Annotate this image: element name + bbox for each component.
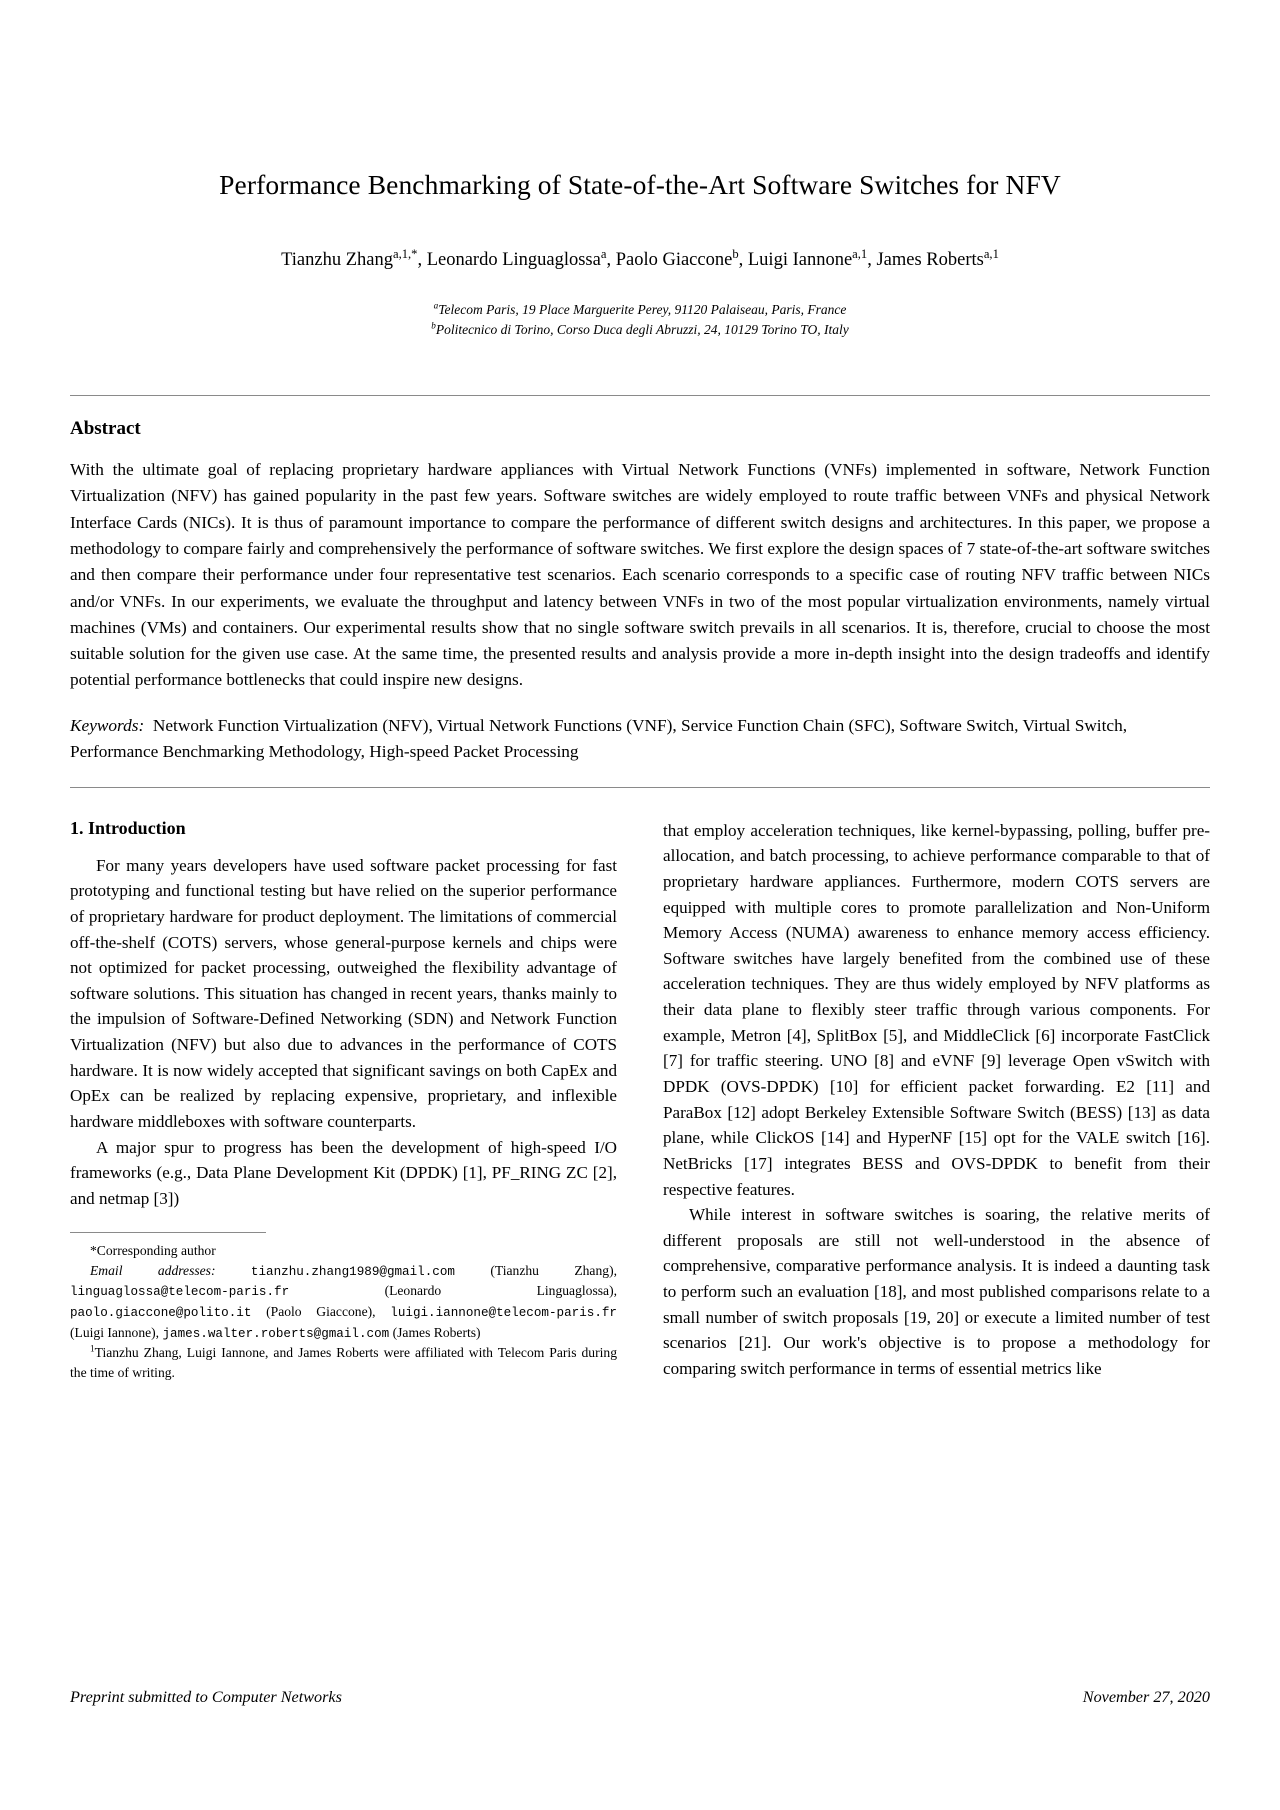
abstract-heading: Abstract (70, 418, 141, 440)
keywords-block (70, 713, 1210, 765)
footer-date: November 27, 2020 (1082, 1688, 1210, 1706)
affiliation-line-b (70, 320, 1210, 340)
intro-paragraph-4: While interest in software switches is soaring, the relative merits of different proposals are still not well-understood in the absence of comprehensive, comparative performance analysis. It is indeed a daunting task to perform such an evaluation [18], and most published comparisons relate to a small number of switch proposals [19, 20] or execute a limited number of test scenarios [21]. Our work's objective is to propose a methodology for comparing switch performance in terms of essential metrics like (663, 1205, 1210, 1379)
affiliation-text-b: Politecnico di Torino, Corso Duca degli Abruzzi, 24, 10129 Torino TO, Italy (435, 321, 849, 337)
abstract-text: With the ultimate goal of replacing proprietary hardware appliances with Virtual Network Functions (VNFs) implemented in software, Network Function Virtualization (NFV) has gained popularity in the past few years. Software switches are widely employed to route traffic between VNFs and physical Network Interface Cards (NICs). It is thus of paramount importance to compare the performance of different switch designs and architectures. In this paper, we propose a methodology to compare fairly and comprehensively the performance of software switches. We first explore the design spaces of 7 state-of-the-art software switches and then compare their performance under four representative test scenarios. Each scenario corresponds to a specific case of routing NFV traffic between NICs and/or VNFs. In our experiments, we evaluate the throughput and latency between VNFs in two of the most popular virtualization environments, namely virtual machines (VMs) and containers. Our experimental results show that no single software switch prevails in all scenarios. It is, therefore, crucial to choose the most suitable solution for the given use case. At the same time, the presented results and analysis provide a more in-depth insight into the design tradeoffs and identify potential performance bottlenecks that could inspire new designs. (70, 460, 1210, 690)
author-list: Tianzhu Zhang$^{a,1,*}$, Leonardo Linguaglossa$^a$, Paolo Giaccone$^b$, Luigi Iannone$^{a,1}$, James Roberts$^{a,1}$ (281, 246, 999, 270)
abstract-bottom-divider (70, 787, 1210, 788)
footnote-block (70, 1232, 617, 1384)
footnote-affiliation-note (70, 1343, 617, 1383)
keywords-text: Network Function Virtualization (NFV), Virtual Network Functions (VNF), Service Function Chain (SFC), Software Switch, Virtual Switch, Performance Benchmarking Methodology, High-speed Packet Processing (70, 715, 1128, 761)
intro-paragraph-3: that employ acceleration techniques, like kernel-bypassing, polling, buffer pre-allocation, and batch processing, to achieve performance comparable to that of proprietary hardware appliances. Furthermore, modern COTS servers are equipped with multiple cores to promote parallelization and Non-Uniform Memory Access (NUMA) awareness to enhance memory access efficiency. Software switches have largely benefited from the combined use of these acceleration techniques. They are thus widely employed by NFV platforms as their data plane to flexibly steer traffic through various components. For example, Metron [4], SplitBox [5], and MiddleClick [6] incorporate FastClick [7] for traffic steering. UNO [8] and eVNF [9] leverage Open vSwitch with DPDK (OVS-DPDK) [10] for efficient packet forwarding. E2 [11] and ParaBox [12] adopt Berkeley Extensible Software Switch (BESS) [13] as data plane, while ClickOS [14] and HyperNF [15] opt for the VALE switch [16]. NetBricks [17] integrates BESS and OVS-DPDK to benefit from their respective features. (663, 820, 1210, 1199)
footnote-email-label: Email addresses: (90, 1262, 216, 1278)
footnote-note-1-text: Tianzhu Zhang, Luigi Iannone, and James Roberts were affiliated with Telecom Paris during the time of writing. (70, 1345, 617, 1381)
abstract-top-divider (70, 395, 1210, 396)
column-right (663, 818, 1210, 1382)
intro-paragraph-2: A major spur to progress has been the development of high-speed I/O frameworks (e.g., Data Plane Development Kit (DPDK) [1], PF_RING ZC [2], and netmap [3]) (70, 1137, 617, 1208)
affiliation-line-a (70, 300, 1210, 320)
footnote-email-addresses (70, 1261, 617, 1344)
intro-paragraph-1: For many years developers have used software packet processing for fast prototyping and functional testing but have relied on the superior performance of proprietary hardware for product deployment. The limitations of commercial off-the-shelf (COTS) servers, whose general-purpose kernels and chips were not optimized for packet processing, outweighed the flexibility advantage of software solutions. This situation has changed in recent years, thanks mainly to the impulsion of Software-Defined Networking (SDN) and Network Function Virtualization (NFV) but also due to advances in the performance of COTS hardware. It is now widely accepted that significant savings on both CapEx and OpEx can be realized by replacing expensive, proprietary, and inflexible hardware middleboxes with software counterparts. (70, 855, 617, 1131)
footer-preprint-note: Preprint submitted to Computer Networks (70, 1688, 342, 1706)
affiliation-block (70, 300, 1210, 339)
footnote-mark-1: 1 (90, 1343, 95, 1354)
page-footer (70, 1688, 1210, 1707)
footnote-email-values: tianzhu.zhang1989@gmail.com (Tianzhu Zhang), linguaglossa@telecom-paris.fr (Leonardo Linguaglossa), paolo.giaccone@polito.it (Paolo Giaccone), luigi.iannone@telecom-paris.fr (Luigi Iannone), james.walter.roberts@gmail.com (James Roberts) (70, 1262, 617, 1341)
page-title: Performance Benchmarking of State-of-the-Art Software Switches for NFV (219, 169, 1061, 200)
page-content (70, 0, 1210, 1810)
body-columns (70, 818, 1210, 1384)
section-heading-introduction: 1. Introduction (70, 817, 186, 838)
footnote-divider (70, 1232, 266, 1233)
keywords-label: Keywords: (70, 715, 145, 735)
footnote-corresponding-author: *Corresponding author (90, 1242, 216, 1258)
affiliation-mark-a: a (433, 300, 439, 311)
affiliation-text-a: Telecom Paris, 19 Place Marguerite Perey, 91120 Palaiseau, Paris, France (438, 302, 847, 318)
affiliation-mark-b: b (431, 320, 436, 331)
column-left (70, 818, 617, 1384)
